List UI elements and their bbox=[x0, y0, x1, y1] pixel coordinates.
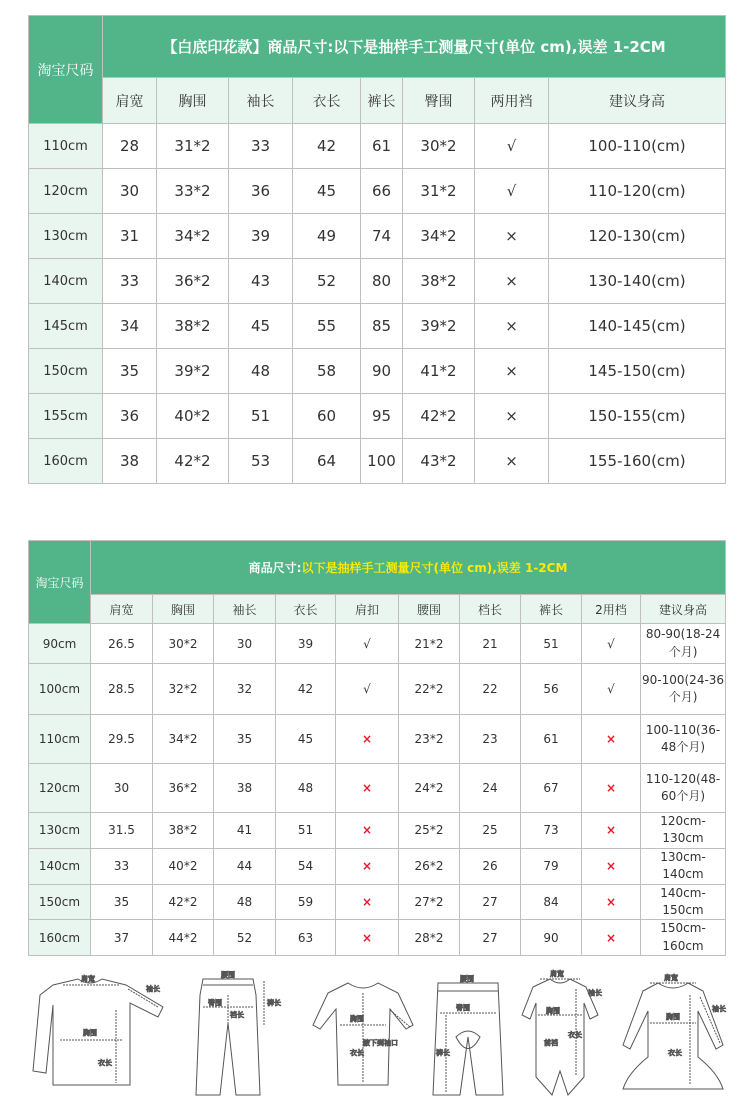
table-cell: 130-140(cm) bbox=[549, 259, 726, 304]
column-header: 衣长 bbox=[293, 78, 361, 124]
table-body bbox=[29, 624, 726, 956]
label-chest: 胸围 bbox=[83, 1029, 97, 1037]
table-body bbox=[29, 124, 726, 484]
table-cell: 44 bbox=[214, 848, 276, 884]
label-chest: 胸围 bbox=[546, 1007, 560, 1015]
column-header: 胸围 bbox=[153, 595, 214, 624]
table-cell: × bbox=[336, 884, 399, 920]
table-cell: 41 bbox=[214, 813, 276, 849]
table-cell: 26 bbox=[460, 848, 521, 884]
table-cell: 95 bbox=[361, 394, 403, 439]
table-cell: 145-150(cm) bbox=[549, 349, 726, 394]
table-cell: × bbox=[582, 920, 641, 956]
table-cell: 31*2 bbox=[157, 124, 229, 169]
table-cell: 150-155(cm) bbox=[549, 394, 726, 439]
label-shoulder: 肩宽 bbox=[81, 975, 95, 983]
column-header: 衣长 bbox=[276, 595, 336, 624]
column-header: 裤长 bbox=[521, 595, 582, 624]
table-cell: 84 bbox=[521, 884, 582, 920]
table-cell: 42*2 bbox=[157, 439, 229, 484]
label-rise: 裆长 bbox=[230, 1011, 244, 1019]
table-title: 【白底印花款】商品尺寸:以下是抽样手工测量尺寸(单位 cm),误差 1-2CM bbox=[103, 16, 726, 78]
table-cell: × bbox=[582, 764, 641, 813]
romper-diagram-icon bbox=[522, 969, 602, 1095]
column-header: 臀围 bbox=[403, 78, 475, 124]
table-row bbox=[29, 214, 726, 259]
table-cell: 61 bbox=[361, 124, 403, 169]
table-cell: × bbox=[475, 439, 549, 484]
table-cell: √ bbox=[582, 664, 641, 715]
table-cell: 38 bbox=[214, 764, 276, 813]
table-cell: 110-120(cm) bbox=[549, 169, 726, 214]
table-cell: 48 bbox=[276, 764, 336, 813]
table-cell: 35 bbox=[214, 715, 276, 764]
table-cell: 30 bbox=[91, 764, 153, 813]
table-cell: 38 bbox=[103, 439, 157, 484]
table-cell: √ bbox=[336, 624, 399, 664]
table-cell: 26.5 bbox=[91, 624, 153, 664]
table-row bbox=[29, 394, 726, 439]
table-cell: 23 bbox=[460, 715, 521, 764]
label-sleeve: 腋下到袖口 bbox=[363, 1039, 398, 1047]
table-row bbox=[29, 715, 726, 764]
table-row bbox=[29, 349, 726, 394]
column-header: 腰围 bbox=[399, 595, 460, 624]
label-shoulder: 肩宽 bbox=[664, 974, 678, 982]
table-cell: × bbox=[582, 848, 641, 884]
size-label: 120cm bbox=[29, 169, 103, 214]
pants2-diagram-icon bbox=[433, 974, 503, 1095]
table-cell: 23*2 bbox=[399, 715, 460, 764]
table-cell: 34*2 bbox=[153, 715, 214, 764]
table-row bbox=[29, 304, 726, 349]
label-waist: 腰围 bbox=[460, 975, 474, 983]
table-cell: 22 bbox=[460, 664, 521, 715]
table-cell: 35 bbox=[103, 349, 157, 394]
table-cell: 60 bbox=[293, 394, 361, 439]
table-cell: × bbox=[336, 920, 399, 956]
table-cell: 140cm-150cm bbox=[641, 884, 726, 920]
table-row bbox=[29, 813, 726, 849]
table-cell: 48 bbox=[214, 884, 276, 920]
table-cell: 150cm-160cm bbox=[641, 920, 726, 956]
table-cell: 29.5 bbox=[91, 715, 153, 764]
table-row bbox=[29, 624, 726, 664]
table-cell: 24*2 bbox=[399, 764, 460, 813]
table-cell: 28*2 bbox=[399, 920, 460, 956]
table-cell: 45 bbox=[276, 715, 336, 764]
table-cell: 21*2 bbox=[399, 624, 460, 664]
table-cell: × bbox=[336, 764, 399, 813]
table-cell: 27 bbox=[460, 884, 521, 920]
label-chest: 胸围 bbox=[350, 1015, 364, 1023]
size-table-1 bbox=[28, 15, 726, 484]
size-label: 140cm bbox=[29, 848, 91, 884]
size-label: 90cm bbox=[29, 624, 91, 664]
table-cell: 90-100(24-36个月) bbox=[641, 664, 726, 715]
table-cell: 54 bbox=[276, 848, 336, 884]
size-label: 130cm bbox=[29, 214, 103, 259]
table-cell: 42*2 bbox=[153, 884, 214, 920]
column-header: 肩扣 bbox=[336, 595, 399, 624]
label-length: 衣长 bbox=[668, 1049, 682, 1057]
size-corner-header: 淘宝尺码 bbox=[29, 16, 103, 124]
table-cell: 30*2 bbox=[403, 124, 475, 169]
column-header: 裤长 bbox=[361, 78, 403, 124]
table-cell: 41*2 bbox=[403, 349, 475, 394]
table-cell: × bbox=[582, 813, 641, 849]
table-cell: 32 bbox=[214, 664, 276, 715]
table-cell: 33 bbox=[229, 124, 293, 169]
size-label: 145cm bbox=[29, 304, 103, 349]
table-cell: 30*2 bbox=[153, 624, 214, 664]
table-cell: 80-90(18-24个月) bbox=[641, 624, 726, 664]
table-cell: 39*2 bbox=[157, 349, 229, 394]
label-length: 衣长 bbox=[98, 1059, 112, 1067]
table-cell: 40*2 bbox=[153, 848, 214, 884]
column-header: 建议身高 bbox=[549, 78, 726, 124]
table-cell: √ bbox=[475, 124, 549, 169]
table-cell: 43 bbox=[229, 259, 293, 304]
table-cell: √ bbox=[475, 169, 549, 214]
table-cell: 51 bbox=[229, 394, 293, 439]
table-cell: 38*2 bbox=[157, 304, 229, 349]
table-cell: 38*2 bbox=[403, 259, 475, 304]
table-cell: × bbox=[582, 884, 641, 920]
table-cell: 85 bbox=[361, 304, 403, 349]
table-cell: 39 bbox=[229, 214, 293, 259]
table-cell: 58 bbox=[293, 349, 361, 394]
table-cell: 33*2 bbox=[157, 169, 229, 214]
label-shoulder: 肩宽 bbox=[550, 970, 564, 978]
column-header: 袖长 bbox=[214, 595, 276, 624]
table-cell: 31 bbox=[103, 214, 157, 259]
table-cell: 120cm-130cm bbox=[641, 813, 726, 849]
table-cell: 42*2 bbox=[403, 394, 475, 439]
table-row bbox=[29, 259, 726, 304]
table-cell: × bbox=[475, 259, 549, 304]
table-cell: 26*2 bbox=[399, 848, 460, 884]
dress-diagram-icon bbox=[623, 973, 726, 1089]
table-cell: 73 bbox=[521, 813, 582, 849]
size-label: 100cm bbox=[29, 664, 91, 715]
table-cell: 32*2 bbox=[153, 664, 214, 715]
label-sleeve: 袖长 bbox=[712, 1005, 726, 1013]
size-corner-header: 淘宝尺码 bbox=[29, 541, 91, 624]
table-cell: 45 bbox=[229, 304, 293, 349]
table-cell: 74 bbox=[361, 214, 403, 259]
table-cell: 100-110(36-48个月) bbox=[641, 715, 726, 764]
table-cell: 34*2 bbox=[403, 214, 475, 259]
table-cell: 35 bbox=[91, 884, 153, 920]
size-label: 110cm bbox=[29, 715, 91, 764]
label-hip: 臀围 bbox=[456, 1004, 470, 1012]
table-cell: 100-110(cm) bbox=[549, 124, 726, 169]
table-cell: 40*2 bbox=[157, 394, 229, 439]
table-cell: 42 bbox=[293, 124, 361, 169]
table-cell: 30 bbox=[103, 169, 157, 214]
label-rise: 前裆 bbox=[544, 1039, 558, 1047]
column-header: 肩宽 bbox=[103, 78, 157, 124]
table-row bbox=[29, 884, 726, 920]
header-row bbox=[29, 595, 726, 624]
table-cell: 64 bbox=[293, 439, 361, 484]
label-chest: 胸围 bbox=[666, 1013, 680, 1021]
table-cell: 31*2 bbox=[403, 169, 475, 214]
table-cell: 155-160(cm) bbox=[549, 439, 726, 484]
table-cell: 90 bbox=[361, 349, 403, 394]
table-cell: × bbox=[582, 715, 641, 764]
table-cell: 49 bbox=[293, 214, 361, 259]
table-cell: 48 bbox=[229, 349, 293, 394]
table-cell: 33 bbox=[91, 848, 153, 884]
table-row bbox=[29, 920, 726, 956]
size-label: 120cm bbox=[29, 764, 91, 813]
shirt-diagram-icon bbox=[33, 974, 163, 1085]
table-cell: 61 bbox=[521, 715, 582, 764]
table-cell: 44*2 bbox=[153, 920, 214, 956]
table-cell: 67 bbox=[521, 764, 582, 813]
table-cell: 30 bbox=[214, 624, 276, 664]
table-row bbox=[29, 169, 726, 214]
table-row bbox=[29, 439, 726, 484]
header-row bbox=[29, 78, 726, 124]
size-label: 110cm bbox=[29, 124, 103, 169]
table-title: 商品尺寸:以下是抽样手工测量尺寸(单位 cm),误差 1-2CM bbox=[91, 541, 726, 595]
table-row bbox=[29, 124, 726, 169]
table-cell: 52 bbox=[214, 920, 276, 956]
table-cell: 79 bbox=[521, 848, 582, 884]
measurement-diagrams bbox=[28, 965, 728, 1100]
size-label: 150cm bbox=[29, 884, 91, 920]
table-cell: 53 bbox=[229, 439, 293, 484]
table-cell: 36 bbox=[103, 394, 157, 439]
size-label: 130cm bbox=[29, 813, 91, 849]
label-inseam: 裤长 bbox=[267, 999, 281, 1007]
size-table-2 bbox=[28, 540, 726, 956]
size-label: 160cm bbox=[29, 439, 103, 484]
pants-diagram-icon bbox=[196, 970, 281, 1095]
table-cell: 27*2 bbox=[399, 884, 460, 920]
label-hip: 臀围 bbox=[208, 999, 222, 1007]
table-cell: × bbox=[475, 349, 549, 394]
size-label: 150cm bbox=[29, 349, 103, 394]
table-cell: 36*2 bbox=[153, 764, 214, 813]
table-cell: 37 bbox=[91, 920, 153, 956]
table-cell: 22*2 bbox=[399, 664, 460, 715]
table-cell: × bbox=[475, 394, 549, 439]
table-cell: 33 bbox=[103, 259, 157, 304]
table-cell: 56 bbox=[521, 664, 582, 715]
table-cell: 80 bbox=[361, 259, 403, 304]
size-label: 140cm bbox=[29, 259, 103, 304]
table-cell: 21 bbox=[460, 624, 521, 664]
table-row bbox=[29, 764, 726, 813]
table-cell: 52 bbox=[293, 259, 361, 304]
raglan-shirt-diagram-icon bbox=[313, 983, 413, 1085]
column-header: 胸围 bbox=[157, 78, 229, 124]
table-cell: 36*2 bbox=[157, 259, 229, 304]
column-header: 档长 bbox=[460, 595, 521, 624]
table-cell: 39*2 bbox=[403, 304, 475, 349]
table-cell: 63 bbox=[276, 920, 336, 956]
table-cell: × bbox=[336, 848, 399, 884]
table-cell: × bbox=[336, 715, 399, 764]
table-cell: 42 bbox=[276, 664, 336, 715]
table-cell: × bbox=[475, 214, 549, 259]
table-cell: × bbox=[336, 813, 399, 849]
table-cell: 51 bbox=[276, 813, 336, 849]
table-cell: 24 bbox=[460, 764, 521, 813]
table-cell: 31.5 bbox=[91, 813, 153, 849]
table-cell: 51 bbox=[521, 624, 582, 664]
table-cell: 34 bbox=[103, 304, 157, 349]
table-cell: 110-120(48-60个月) bbox=[641, 764, 726, 813]
column-header: 两用裆 bbox=[475, 78, 549, 124]
table-cell: 25*2 bbox=[399, 813, 460, 849]
table-cell: 140-145(cm) bbox=[549, 304, 726, 349]
table-cell: 25 bbox=[460, 813, 521, 849]
size-label: 160cm bbox=[29, 920, 91, 956]
label-length: 衣长 bbox=[350, 1049, 364, 1057]
column-header: 袖长 bbox=[229, 78, 293, 124]
column-header: 2用档 bbox=[582, 595, 641, 624]
table-cell: 28 bbox=[103, 124, 157, 169]
table-cell: × bbox=[475, 304, 549, 349]
label-length: 衣长 bbox=[568, 1031, 582, 1039]
label-sleeve: 袖长 bbox=[146, 985, 160, 993]
table-cell: 34*2 bbox=[157, 214, 229, 259]
table-row bbox=[29, 664, 726, 715]
table-cell: 27 bbox=[460, 920, 521, 956]
table-cell: 100 bbox=[361, 439, 403, 484]
table-cell: 90 bbox=[521, 920, 582, 956]
table-row bbox=[29, 848, 726, 884]
table-cell: 36 bbox=[229, 169, 293, 214]
table-cell: √ bbox=[336, 664, 399, 715]
label-waist: 腰围 bbox=[221, 971, 235, 979]
table-cell: 130cm-140cm bbox=[641, 848, 726, 884]
table-cell: 55 bbox=[293, 304, 361, 349]
table-cell: 39 bbox=[276, 624, 336, 664]
column-header: 肩宽 bbox=[91, 595, 153, 624]
label-sleeve: 袖长 bbox=[588, 989, 602, 997]
table-cell: 43*2 bbox=[403, 439, 475, 484]
label-length: 裤长 bbox=[436, 1049, 450, 1057]
table-cell: 59 bbox=[276, 884, 336, 920]
table-cell: 28.5 bbox=[91, 664, 153, 715]
table-cell: 120-130(cm) bbox=[549, 214, 726, 259]
table-cell: 45 bbox=[293, 169, 361, 214]
table-cell: √ bbox=[582, 624, 641, 664]
column-header: 建议身高 bbox=[641, 595, 726, 624]
table-cell: 66 bbox=[361, 169, 403, 214]
size-label: 155cm bbox=[29, 394, 103, 439]
table-cell: 38*2 bbox=[153, 813, 214, 849]
